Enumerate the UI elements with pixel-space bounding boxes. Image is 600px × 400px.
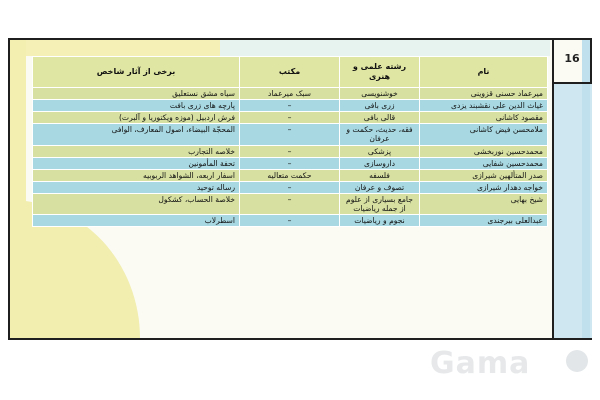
cell-works: سیاه مشق نستعلیق — [33, 88, 240, 100]
cell-works: پارچه های زری بافت — [33, 100, 240, 112]
cell-name: عبدالعلی بیرجندی — [420, 215, 548, 227]
cell-name: مقصود کاشانی — [420, 112, 548, 124]
decor-divider-horizontal — [552, 82, 592, 84]
cell-works: تحفة المأمونین — [33, 157, 240, 169]
table-row — [33, 169, 548, 181]
cell-school: – — [240, 100, 340, 112]
cell-field: فلسفه — [340, 169, 420, 181]
cell-name: خواجه دهدار شیرازی — [420, 181, 548, 193]
cell-field: خوشنویسی — [340, 88, 420, 100]
cell-school: – — [240, 124, 340, 145]
cell-field: فقه، حدیث، حکمت و عرفان — [340, 124, 420, 145]
table-row — [33, 193, 548, 214]
cell-name: غیاث الدین علی نقشبند یزدی — [420, 100, 548, 112]
table-row — [33, 145, 548, 157]
cell-school: – — [240, 193, 340, 214]
cell-works: خلاصة الحساب، کشکول — [33, 193, 240, 214]
header-field: رشته علمی و هنری — [340, 57, 420, 88]
cell-school: سبک میرعماد — [240, 88, 340, 100]
cell-name: صدر المتألهین شیرازی — [420, 169, 548, 181]
header-name: نام — [420, 57, 548, 88]
cell-name: محمدحسین نوربخشی — [420, 145, 548, 157]
decor-teal-top — [220, 40, 550, 56]
scholars-table — [32, 56, 548, 227]
table-row — [33, 88, 548, 100]
slide-number: 16 — [564, 52, 580, 65]
table-row — [33, 215, 548, 227]
table-row — [33, 157, 548, 169]
cell-field: زری بافی — [340, 100, 420, 112]
watermark-logo — [430, 346, 590, 386]
table-row — [33, 181, 548, 193]
header-school: مکتب — [240, 57, 340, 88]
cell-works: خلاصه التجارب — [33, 145, 240, 157]
cell-name: ملامحسن فیض کاشانی — [420, 124, 548, 145]
cell-school: – — [240, 145, 340, 157]
cell-school: حکمت متعالیه — [240, 169, 340, 181]
table-row — [33, 112, 548, 124]
logo-mark-icon — [566, 350, 588, 372]
cell-field: پزشکی — [340, 145, 420, 157]
cell-field: قالی بافی — [340, 112, 420, 124]
decor-blue-strip — [582, 40, 590, 338]
table-row — [33, 100, 548, 112]
cell-works: اسفار اربعه، الشواهد الربوبیه — [33, 169, 240, 181]
cell-works: فرش اردبیل (موزه ویکتوریا و آلبرت) — [33, 112, 240, 124]
cell-field: داروسازی — [340, 157, 420, 169]
cell-field: تصوف و عرفان — [340, 181, 420, 193]
cell-field: جامع بسیاری از علوم از جمله ریاضیات — [340, 193, 420, 214]
cell-school: – — [240, 215, 340, 227]
decor-divider-vertical — [552, 40, 554, 338]
cell-school: – — [240, 112, 340, 124]
cell-works: رساله توحید — [33, 181, 240, 193]
watermark-text: Gama — [430, 346, 531, 381]
cell-name: محمدحسین شفایی — [420, 157, 548, 169]
cell-name: شیخ بهایی — [420, 193, 548, 214]
cell-school: – — [240, 157, 340, 169]
cell-works: اسطرلاب — [33, 215, 240, 227]
table-header-row — [33, 57, 548, 88]
cell-school: – — [240, 181, 340, 193]
header-works: برخی از آثار شاخص — [33, 57, 240, 88]
cell-field: نجوم و ریاضیات — [340, 215, 420, 227]
table-row — [33, 124, 548, 145]
cell-name: میرعماد حسنی قزوینی — [420, 88, 548, 100]
cell-works: المحجّة البیضاء، اصول المعارف، الوافی — [33, 124, 240, 145]
